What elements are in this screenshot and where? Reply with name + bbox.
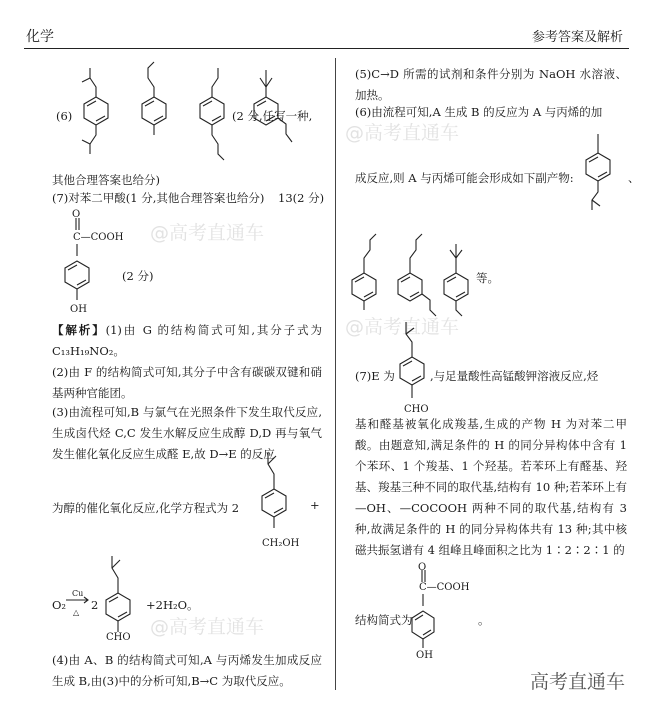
watermark: @高考直通车: [150, 616, 265, 638]
q7-cooh-label: C—COOH: [73, 232, 124, 243]
analysis-3: (3)由流程可知,B 与氯气在光照条件下发生取代反应,生成卤代烃 C,C 发生水解反应生成醇 D,D 再与氧气发生催化氧化反应生成醛 E,故 D→E 的反应: [52, 405, 322, 461]
structure-label: 结构简式为: [355, 613, 413, 627]
benzene-ring-icon: [352, 234, 376, 310]
heat-condition: △: [73, 608, 80, 617]
cho-label: CHO: [106, 632, 131, 643]
q6-score: (2 分,任写一种,: [232, 109, 313, 123]
benzene-ring-icon: [142, 62, 166, 135]
analysis-6-part2: 成反应,则 A 与丙烯可能会形成如下副产物:: [355, 171, 574, 185]
q7-score: (2 分): [122, 269, 154, 283]
byproduct-structure: [582, 120, 632, 220]
benzene-ring-icon: [200, 68, 224, 160]
answer-oh-label: OH: [416, 650, 433, 661]
analysis-1: [52, 320, 322, 362]
coefficient-2: 2: [91, 598, 99, 612]
q6-note: 其他合理答案也给分): [52, 173, 160, 187]
analysis-1-text: (1)由 G 的结构简式可知,其分子式为C₁₃H₁₉NO₂。: [52, 323, 322, 358]
benzene-ring-icon: [82, 68, 108, 154]
analysis-4: (4)由 A、B 的结构简式可知,A 与丙烯发生加成反应生成 B,由(3)中的分析可知,B→C 为取代反应。: [52, 653, 322, 688]
e-cho-label: CHO: [404, 404, 429, 415]
alcohol-structure: [252, 440, 312, 550]
analysis-7-body: 基和醛基被氧化成羧基,生成的产物 H 为对苯二甲酸。由题意知,满足条件的 H 的同分异构体中含有 1 个苯环、1 个羧基、1 个羟基。若苯环上有醛基、羟基、羧基三种不同的取代基,结构有 10 种;若苯环上有—OH、—COCOOH 两种不同的取代基,结构有 3 种,故满足条件的 H 的同分异构体共有 13 种;其中核磁共振氢谱有 4 组峰且峰面积之比为 1∶2∶2∶1 的: [355, 417, 627, 557]
watermark: @高考直通车: [345, 316, 460, 338]
analysis-tag: 【解析】: [52, 323, 106, 337]
section-title: 参考答案及解析: [531, 30, 623, 45]
final-period: 。: [478, 613, 490, 627]
analysis-7-lead: (7)E 为: [355, 369, 395, 383]
equation-lead: 为醇的催化氧化反应,化学方程式为 2: [52, 501, 240, 515]
watermark: @高考直通车: [345, 122, 460, 144]
q7-count: 13(2 分): [278, 191, 325, 205]
etcetera: 等。: [476, 271, 499, 285]
q7-answer: (7)对苯二甲酸(1 分,其他合理答案也给分): [52, 191, 265, 205]
analysis-7-after: ,与足量酸性高锰酸钾溶液反应,烃: [430, 369, 599, 383]
benzene-ring-icon: [398, 234, 436, 316]
benzene-ring-icon: [444, 244, 468, 316]
column-divider: [335, 58, 336, 690]
analysis-6-part1: (6)由流程可知,A 生成 B 的反应为 A 与丙烯的加: [355, 105, 603, 119]
analysis-2: (2)由 F 的结构简式可知,其分子中含有碳碳双键和硝基两种官能团。: [52, 365, 322, 400]
o2-label: O₂: [52, 598, 67, 612]
byproducts-row: [350, 232, 490, 322]
aldehyde-structure: [96, 544, 146, 644]
watermark: @高考直通车: [150, 222, 265, 244]
q7-o-label: O: [72, 209, 81, 220]
answer-cooh-label: C—COOH: [419, 582, 470, 593]
q6-number: (6): [56, 109, 73, 123]
arrow-icon: [66, 596, 92, 604]
equation-plus: +: [310, 498, 320, 512]
header-rule: [24, 48, 629, 49]
subject-title: 化学: [26, 29, 54, 45]
ch2oh-label: CH₂OH: [262, 538, 300, 549]
benzene-ring-icon: [254, 70, 292, 142]
cu-catalyst: Cu: [72, 589, 84, 598]
analysis-5: (5)C→D 所需的试剂和条件分别为 NaOH 水溶液、加热。: [355, 67, 627, 102]
answer-o-label: O: [418, 562, 427, 573]
separator: 、: [628, 171, 640, 185]
brand-logo: 高考直通车: [529, 671, 625, 693]
q7-oh-label: OH: [70, 304, 87, 315]
water-product: +2H₂O。: [146, 598, 199, 612]
